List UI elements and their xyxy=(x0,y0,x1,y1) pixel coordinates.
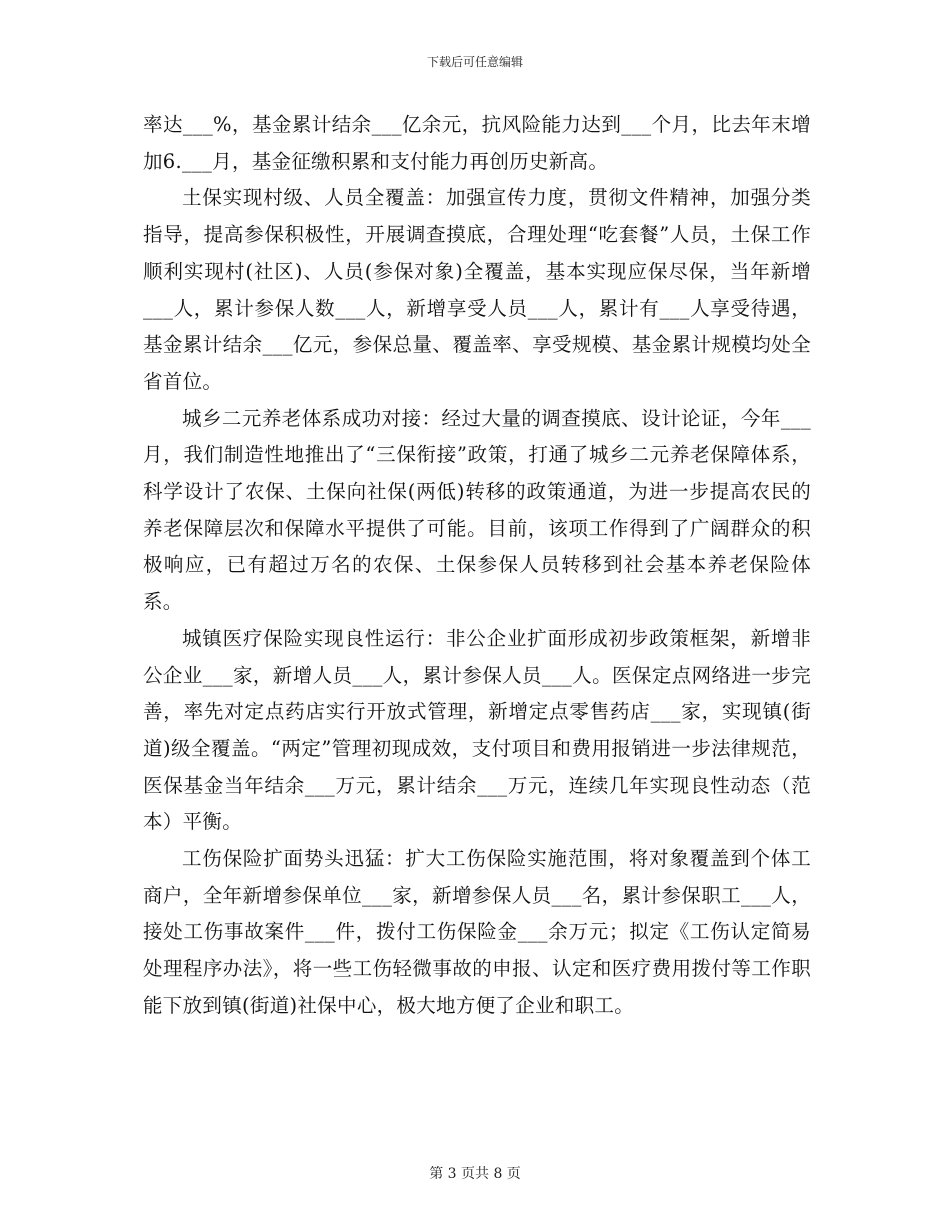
paragraph-land-insurance: 土保实现村级、人员全覆盖：加强宣传力度，贯彻文件精神，加强分类指导，提高参保积极性，开展调查摸底，合理处理“吃套餐”人员，土保工作顺利实现村(社区)、人员(参保对象)全覆盖，基本实现应保尽保，当年新增___人，累计参保人数___人，新增享受人员___人，累计有___人享受待遇，基金累计结余___亿元，参保总量、覆盖率、享受规模、基金累计规模均处全省首位。 xyxy=(143,186,811,393)
page-number-footer: 第 3 页共 8 页 xyxy=(429,1166,521,1182)
paragraph-fund-summary: 率达___%，基金累计结余___亿余元，抗风险能力达到___个月，比去年末增加6.___月，基金征缴积累和支付能力再创历史新高。 xyxy=(143,113,811,173)
paragraph-work-injury-insurance: 工伤保险扩面势头迅猛：扩大工伤保险实施范围，将对象覆盖到个体工商户，全年新增参保单位___家，新增参保人员___名，累计参保职工___人，接处工伤事故案件___件，拨付工伤保险金___余万元；拟定《工伤认定简易处理程序办法》，将一些工伤轻微事故的申报、认定和医疗费用拨付等工作职能下放到镇(街道)社保中心，极大地方便了企业和职工。 xyxy=(143,847,811,1017)
paragraph-pension-system: 城乡二元养老体系成功对接：经过大量的调查摸底、设计论证，今年___月，我们制造性地推出了“三保衔接”政策，打通了城乡二元养老保障体系，科学设计了农保、土保向社保(两低)转移的政策通道，为进一步提高农民的养老保障层次和保障水平提供了可能。目前，该项工作得到了广阔群众的积极响应，已有超过万名的农保、土保参保人员转移到社会基本养老保险体系。 xyxy=(143,406,811,614)
paragraph-medical-insurance: 城镇医疗保险实现良性运行：非公企业扩面形成初步政策框架，新增非公企业___家，新增人员___人，累计参保人员___人。医保定点网络进一步完善，率先对定点药店实行开放式管理，新增定点零售药店___家，实现镇(街道)级全覆盖。“两定”管理初现成效，支付项目和费用报销进一步法律规范，医保基金当年结余___万元，累计结余___万元，连续几年实现良性动态（范本）平衡。 xyxy=(143,626,811,834)
page-header: 下载后可任意编辑 xyxy=(426,55,523,69)
document-body xyxy=(143,107,811,1025)
